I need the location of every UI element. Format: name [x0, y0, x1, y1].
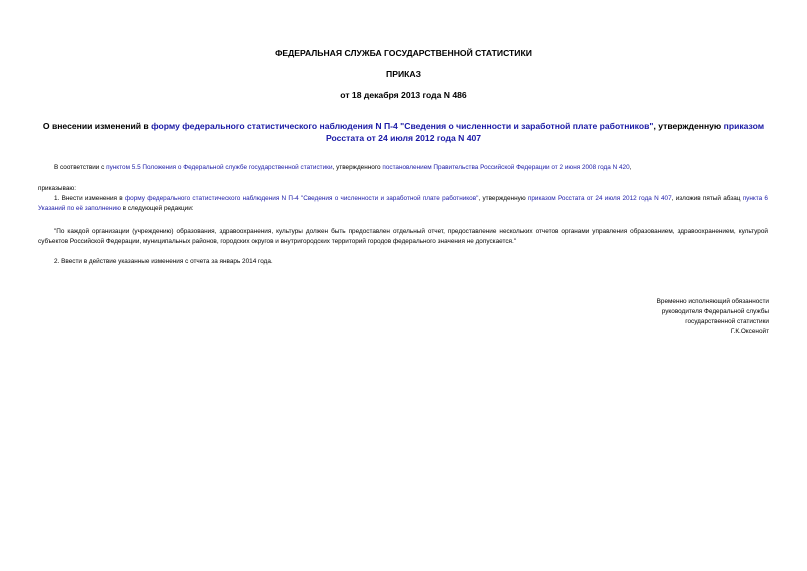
agency-name: ФЕДЕРАЛЬНАЯ СЛУЖБА ГОСУДАРСТВЕННОЙ СТАТИСТИКИ: [275, 48, 532, 58]
basis-clause-link[interactable]: пунктом 5.5: [106, 164, 141, 171]
basis-decree-link[interactable]: постановлением Правительства Российской Федерации от 2 июня 2008 года N 420: [382, 164, 630, 171]
item1-form-link[interactable]: форму федерального статистического наблюдения N П-4 "Сведения о численности и заработной плате работников": [124, 195, 479, 202]
basis-suffix: ,: [629, 164, 632, 171]
title-prefix: О внесении изменений в: [42, 121, 152, 131]
title-order-link[interactable]: приказом Росстата от 24 июля 2012 года N 407: [325, 121, 765, 143]
signature-line-2: руководителя Федеральной службы: [661, 308, 769, 315]
signature-block: [657, 297, 769, 337]
document-title: [40, 120, 767, 144]
item1-middle2: , изложив пятый абзац: [671, 195, 743, 202]
item-2-paragraph: 2. Ввести в действие указанные изменения с отчета за январь 2014 года.: [54, 258, 273, 265]
item1-suffix: в следующей редакции:: [120, 204, 194, 212]
item1-point-link[interactable]: пункта 6 Указаний по её заполнению: [38, 195, 768, 212]
document-date-number: от 18 декабря 2013 года N 486: [340, 90, 467, 100]
basis-paragraph: [38, 163, 768, 173]
basis-prefix: В соответствии с: [54, 164, 107, 171]
item1-order-link[interactable]: приказом Росстата от 24 июля 2012 года N 407: [527, 195, 672, 202]
basis-regulation-link[interactable]: Положения о Федеральной службе государственной статистики: [142, 164, 333, 171]
item-1-paragraph: [38, 194, 768, 213]
title-form-link[interactable]: форму федерального статистического наблюдения N П-4 "Сведения о численности и заработной плате работников": [151, 121, 654, 131]
document-type: ПРИКАЗ: [386, 69, 421, 79]
item1-prefix: 1. Внести изменения в: [54, 195, 125, 202]
signature-line-3: государственной статистики: [685, 318, 769, 325]
basis-middle: , утвержденного: [332, 164, 383, 171]
item1-middle: , утвержденную: [478, 195, 528, 202]
title-middle: , утвержденную: [653, 121, 724, 131]
quoted-text: "По каждой организации (учреждению) образования, здравоохранения, культуры должен быть предоставлен отдельный отчет, предоставление нескольких отчетов органами управления образованием, здравоохранением, культурой субъектов Российской Федерации, муниципальных районов, городских округов и внутригородских территорий городов федерального значения не допускается.": [38, 228, 768, 245]
order-word: приказываю:: [38, 185, 76, 192]
signatory-name: Г.К.Оксенойт: [730, 328, 769, 335]
signature-line-1: Временно исполняющий обязанности: [656, 298, 769, 305]
